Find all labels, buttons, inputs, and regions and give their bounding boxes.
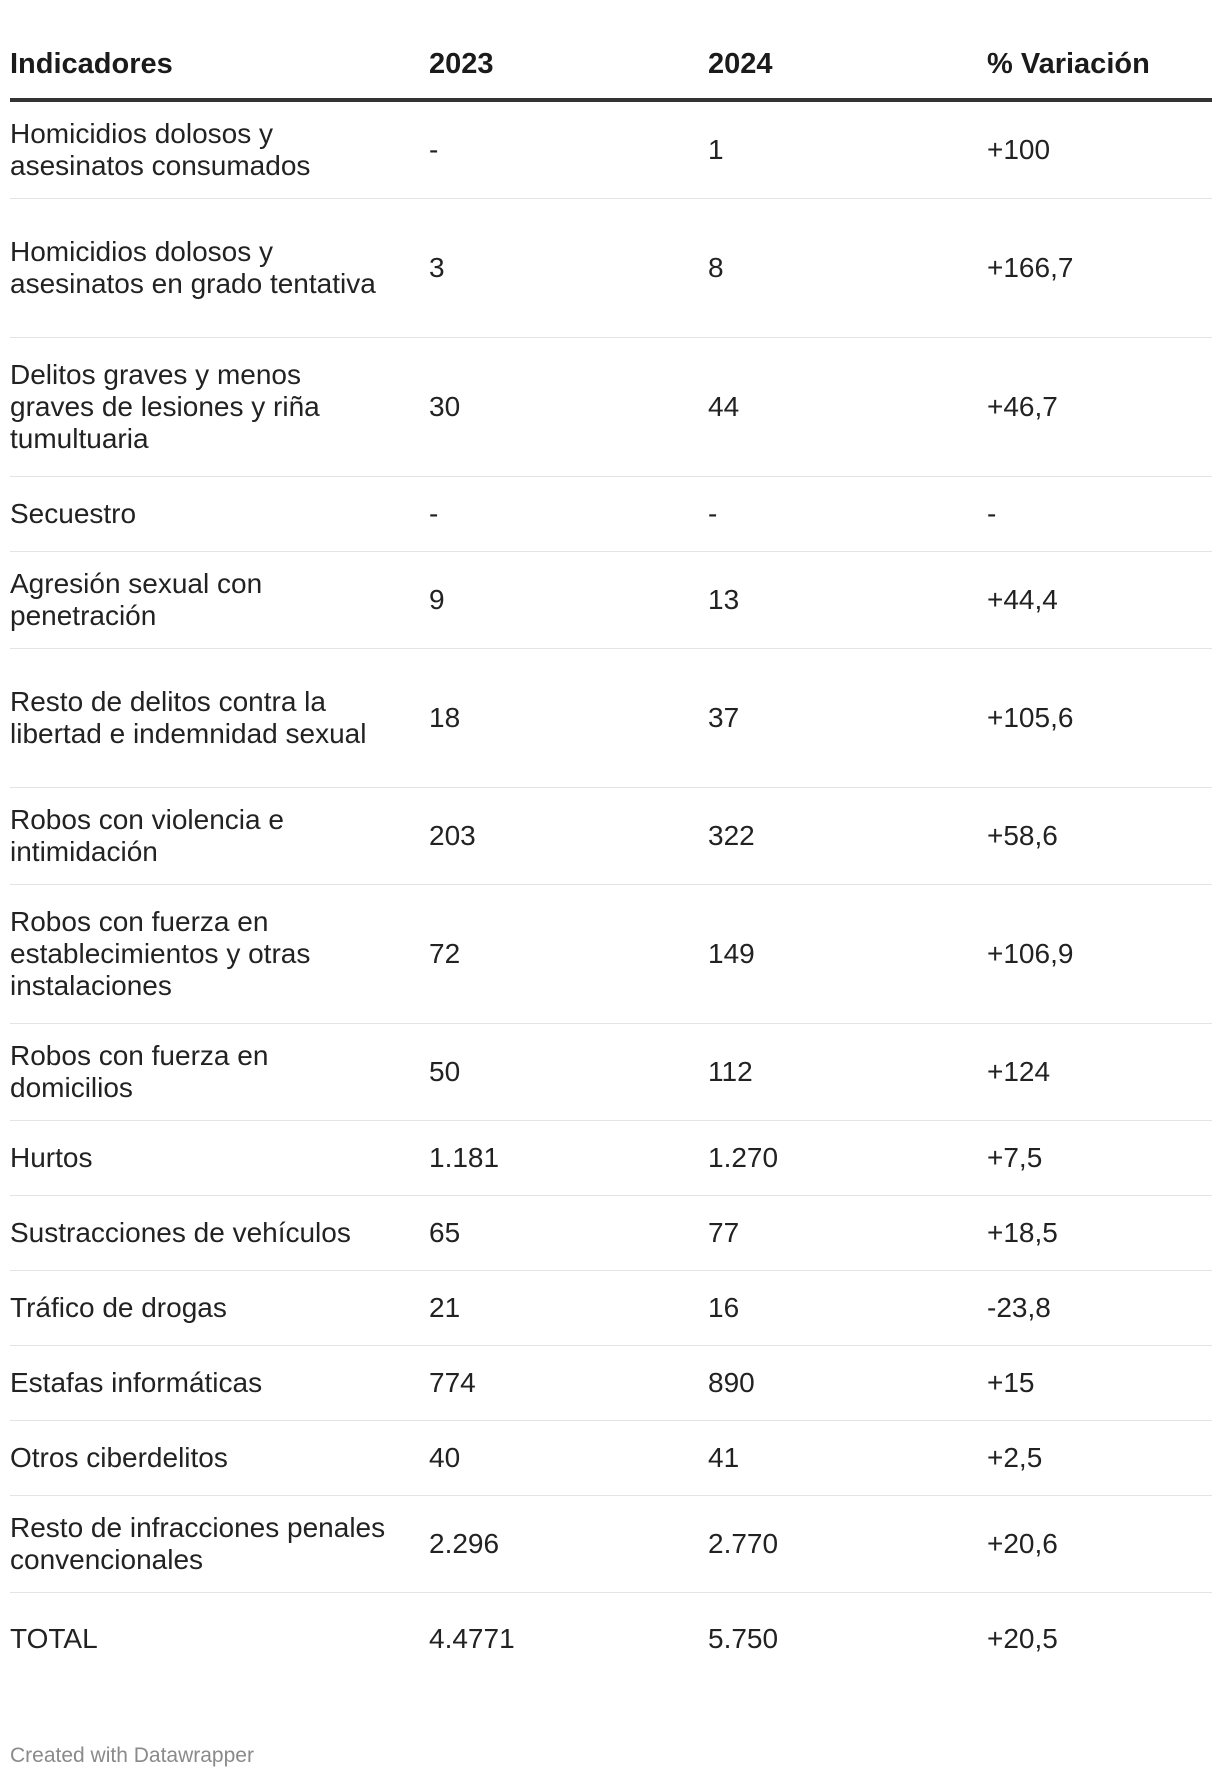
cell-2023: 203 [429, 788, 708, 885]
table-row [10, 1024, 1212, 1121]
cell-indicador: Robos con fuerza en domicilios [10, 1024, 429, 1121]
cell-indicador: Agresión sexual con penetración [10, 552, 429, 649]
cell-indicador: Sustracciones de vehículos [10, 1196, 429, 1271]
table-row [10, 199, 1212, 338]
cell-indicador: Resto de infracciones penales convencionales [10, 1496, 429, 1593]
cell-2023: 774 [429, 1346, 708, 1421]
cell-variacion: +2,5 [987, 1421, 1212, 1496]
cell-indicador: Secuestro [10, 477, 429, 552]
cell-variacion: +124 [987, 1024, 1212, 1121]
cell-2024: 8 [708, 199, 987, 338]
table-row [10, 649, 1212, 788]
cell-variacion: +105,6 [987, 649, 1212, 788]
cell-2023: 30 [429, 338, 708, 477]
cell-indicador: Robos con violencia e intimidación [10, 788, 429, 885]
cell-2024: 5.750 [708, 1623, 779, 1654]
cell-2023: 4.4771 [429, 1623, 515, 1654]
cell-variacion: -23,8 [987, 1271, 1212, 1346]
cell-variacion: +20,5 [987, 1623, 1058, 1654]
table-row-total [10, 1593, 1212, 1686]
table-row [10, 1496, 1212, 1593]
cell-2024: 1.270 [708, 1121, 987, 1196]
cell-2024: 13 [708, 552, 987, 649]
cell-2023: 21 [429, 1271, 708, 1346]
cell-2023: 50 [429, 1024, 708, 1121]
column-header-2024[interactable]: 2024 [708, 30, 987, 100]
table-row [10, 100, 1212, 199]
cell-2023: - [429, 100, 708, 199]
table-row [10, 552, 1212, 649]
table-row [10, 1196, 1212, 1271]
cell-indicador: Homicidios dolosos y asesinatos en grado tentativa [10, 199, 429, 338]
cell-variacion: +166,7 [987, 199, 1212, 338]
table-row [10, 1121, 1212, 1196]
cell-2023: 18 [429, 649, 708, 788]
cell-2023: 1.181 [429, 1121, 708, 1196]
cell-indicador: Delitos graves y menos graves de lesiones y riña tumultuaria [10, 338, 429, 477]
cell-variacion: +15 [987, 1346, 1212, 1421]
cell-variacion: +18,5 [987, 1196, 1212, 1271]
cell-2024: 2.770 [708, 1496, 987, 1593]
column-header-variacion[interactable]: % Variación [987, 30, 1212, 100]
cell-variacion: +46,7 [987, 338, 1212, 477]
cell-variacion: +100 [987, 100, 1212, 199]
footer-credit[interactable]: Created with Datawrapper [10, 1744, 254, 1767]
column-header-2023[interactable]: 2023 [429, 30, 708, 100]
crime-statistics-table [10, 30, 1212, 1685]
table-row [10, 477, 1212, 552]
data-table-container [10, 30, 1212, 1685]
cell-variacion: - [987, 477, 1212, 552]
cell-2024: 37 [708, 649, 987, 788]
cell-variacion: +44,4 [987, 552, 1212, 649]
cell-indicador: TOTAL [10, 1623, 98, 1654]
table-row [10, 788, 1212, 885]
cell-2024: 77 [708, 1196, 987, 1271]
table-header [10, 30, 1212, 100]
table-row [10, 1421, 1212, 1496]
cell-indicador: Resto de delitos contra la libertad e indemnidad sexual [10, 649, 429, 788]
cell-variacion: +20,6 [987, 1496, 1212, 1593]
cell-2023: 65 [429, 1196, 708, 1271]
table-body [10, 100, 1212, 1685]
cell-2023: 40 [429, 1421, 708, 1496]
cell-indicador: Homicidios dolosos y asesinatos consumados [10, 100, 429, 199]
cell-2023: 9 [429, 552, 708, 649]
cell-indicador: Estafas informáticas [10, 1346, 429, 1421]
cell-2024: 41 [708, 1421, 987, 1496]
cell-variacion: +58,6 [987, 788, 1212, 885]
cell-2023: 72 [429, 885, 708, 1024]
cell-indicador: Robos con fuerza en establecimientos y otras instalaciones [10, 885, 429, 1024]
cell-2024: 1 [708, 100, 987, 199]
cell-2024: 112 [708, 1024, 987, 1121]
table-row [10, 885, 1212, 1024]
cell-indicador: Otros ciberdelitos [10, 1421, 429, 1496]
header-row [10, 30, 1212, 100]
cell-variacion: +7,5 [987, 1121, 1212, 1196]
table-row [10, 1346, 1212, 1421]
cell-2024: 44 [708, 338, 987, 477]
cell-2024: - [708, 477, 987, 552]
table-row [10, 1271, 1212, 1346]
cell-2024: 890 [708, 1346, 987, 1421]
cell-2023: - [429, 477, 708, 552]
cell-2024: 322 [708, 788, 987, 885]
column-header-indicadores[interactable]: Indicadores [10, 30, 429, 100]
table-row [10, 338, 1212, 477]
cell-variacion: +106,9 [987, 885, 1212, 1024]
cell-indicador: Tráfico de drogas [10, 1271, 429, 1346]
cell-2023: 2.296 [429, 1496, 708, 1593]
cell-2024: 16 [708, 1271, 987, 1346]
cell-indicador: Hurtos [10, 1121, 429, 1196]
cell-2024: 149 [708, 885, 987, 1024]
cell-2023: 3 [429, 199, 708, 338]
